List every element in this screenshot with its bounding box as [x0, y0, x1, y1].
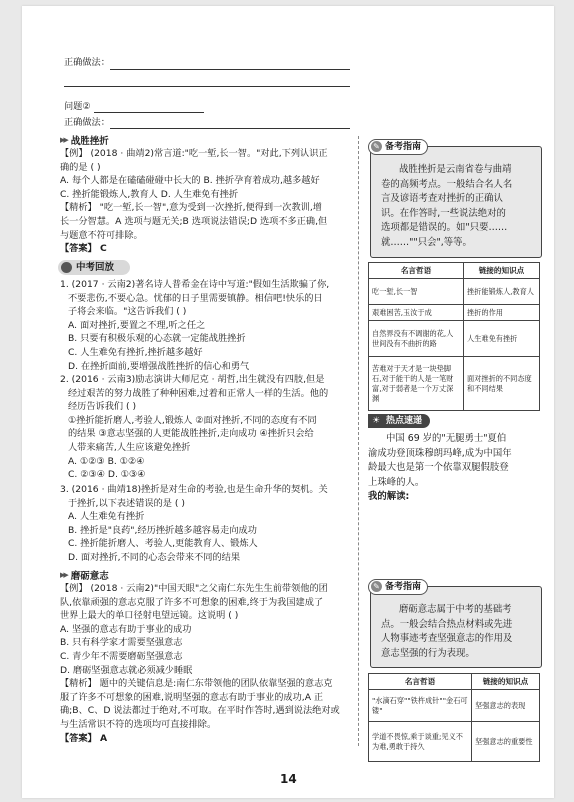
- table-cell: 苦难对于天才是一块垫脚石,对于能干的人是一笔财富,对于弱者是一个万丈深渊: [369, 357, 464, 411]
- guide-text: 选项都是错误的。如"只要……: [381, 222, 508, 234]
- table-cell: 面对挫折的不同态度和不同结果: [464, 357, 540, 411]
- table-row: [369, 305, 540, 321]
- answer: 【答案】 C: [60, 243, 107, 255]
- text-line: 经过艰苦的努力战胜了种种困难,过着和正常人一样的生活。他的: [68, 387, 329, 399]
- text-line: 人带来痛苦,人生应该避免挫折: [68, 441, 191, 453]
- table-header: 名言哲语: [369, 674, 472, 690]
- option-d: D. 在挫折面前,要增强战胜挫折的信心和勇气: [68, 360, 250, 372]
- hot-title: 热点速递: [386, 416, 423, 426]
- table-row: [369, 357, 540, 411]
- play-icon: [61, 262, 72, 273]
- option-d: D. 面对挫折,不同的心态会带来不同的结果: [68, 551, 241, 563]
- tag-label: 备考指南: [385, 582, 422, 592]
- exam-guide-tag-2: [368, 579, 428, 595]
- pencil-icon: ✎: [371, 141, 382, 152]
- page-number: 14: [280, 772, 297, 786]
- guide-text: 点。一般会结合热点材料或先进: [381, 618, 513, 630]
- table-cell: 坚强意志的重要性: [472, 722, 540, 762]
- option-a: A. 坚强的意志有助于事业的成功: [60, 623, 192, 635]
- guide-text: 人物事迹考查坚强意志的作用及: [381, 633, 513, 645]
- answer: 【答案】 A: [60, 732, 108, 744]
- table-cell: 艰难困苦,玉汝于成: [369, 305, 464, 321]
- my-reading-label: 我的解读:: [368, 491, 410, 503]
- text-line: 确;B、C、D 说法都过于绝对,不可取。在平时作答时,遇到说法绝对或: [60, 705, 340, 717]
- guide-text: 意志坚强的行为表现。: [381, 647, 475, 659]
- text-line: 上珠峰的人。: [368, 476, 425, 488]
- exam-guide-tag-1: [368, 139, 428, 155]
- option-a: A. 面对挫折,要置之不理,听之任之: [68, 319, 206, 331]
- text-line: 确的是 ( ): [60, 161, 101, 173]
- table-cell: 学道不畏惊,乘于谈重;见义不为难,勇敢于持久: [369, 722, 472, 762]
- question-3: [60, 483, 328, 565]
- text-line: 3. (2016 · 曲靖18)挫折是对生命的考验,也是生命升华的契机。关: [60, 484, 328, 495]
- section-header-willpower: [60, 568, 109, 582]
- hot-topic-body: [368, 432, 542, 505]
- text-line: 1. (2017 · 云南2)著名诗人普希金在诗中写道:"假如生活欺骗了你,: [60, 279, 330, 290]
- section-title: 磨砺意志: [70, 571, 109, 582]
- text-line: ①挫折能折磨人,考验人,锻炼人 ②面对挫折,不同的态度有不同: [68, 414, 317, 426]
- option-c: C. 人生难免有挫折,挫折越多越好: [68, 346, 203, 358]
- answer-line[interactable]: [110, 128, 350, 129]
- table-cell: 挫折能锻炼人,教育人: [464, 279, 540, 305]
- zhongkao-header: [58, 260, 130, 275]
- answer-line[interactable]: [110, 69, 350, 70]
- text-line: 与生活常识不符的选项均可直接排除。: [60, 718, 217, 730]
- text-line: 【精析】 "吃一堑,长一智",意为受到一次挫折,便得到一次教训,增: [60, 202, 322, 214]
- guide-text: 磨砺意志属于中考的基础考: [399, 604, 512, 615]
- label-question-2: 问题②: [64, 101, 91, 112]
- text-line: 于挫折,以下表述错误的是 ( ): [68, 497, 185, 509]
- table-cell: "水滴石穿""铁杵成针""金石可镂": [369, 690, 472, 722]
- text-line: 【例】 (2018 · 云南2)"中国天眼"之父南仁东先生生前带领他的团: [60, 583, 328, 594]
- answer-line[interactable]: [94, 112, 204, 113]
- label-method-2: 正确做法：: [64, 117, 110, 128]
- guide-text: 卷的高频考点。一般结合名人名: [381, 178, 513, 190]
- text-line: 世界上最大的单口径射电望远镜。这说明 ( ): [60, 610, 239, 622]
- option-c: C. 青少年不需要磨砺坚强意志: [60, 650, 183, 662]
- guide-text: 识。在作答时,一些说法绝对的: [381, 207, 506, 219]
- text-line: C. 挫折能锻炼人,教育人 D. 人生难免有挫折: [60, 188, 239, 200]
- text-line: A. 每个人都是在磕磕碰碰中长大的 B. 挫折孕育着成功,越多越好: [60, 175, 320, 187]
- table-cell: 坚强意志的表现: [472, 690, 540, 722]
- table-cell: 自然界没有不调谢的花,人世间没有不曲折的路: [369, 321, 464, 357]
- tag-label: 备考指南: [385, 142, 422, 152]
- text-line: 不要悲伤,不要心急。忧郁的日子里需要镇静。相信吧!快乐的日: [68, 292, 323, 304]
- option-c: C. 挫折能折磨人、考验人,更能教育人、锻炼人: [68, 538, 258, 550]
- arrow-icon: ▶▶: [60, 136, 67, 144]
- text-line: 【例】 (2018 · 曲靖2)常言道:"吃一堑,长一智。"对此,下列认识正: [60, 148, 328, 159]
- answer-line[interactable]: [64, 86, 350, 87]
- text-line: 服了许多不可想象的困难,说明坚强的意志有助于事业的成功,A 正: [60, 691, 324, 703]
- guide-text: 战胜挫折是云南省卷与曲靖: [399, 164, 512, 175]
- text-line: 子将会来临。"这告诉我们 ( ): [68, 306, 187, 318]
- options-ab: A. ①②③ B. ①②④: [68, 455, 145, 467]
- table-row: [369, 279, 540, 305]
- table-cell: 人生难免有挫折: [464, 321, 540, 357]
- option-d: D. 磨砺坚强意志就必须减少睡眠: [60, 664, 193, 676]
- zhongkao-title: 中考回放: [76, 262, 115, 273]
- table-header: 链接的知识点: [472, 674, 540, 690]
- table-cell: 挫折的作用: [464, 305, 540, 321]
- pencil-icon: ✎: [371, 581, 382, 592]
- option-b: B. 只要有积极乐观的心态就一定能战胜挫折: [68, 333, 246, 345]
- option-b: B. 挫折是"良药",经历挫折越多越容易走向成功: [68, 524, 257, 536]
- exam-guide-box-1: [370, 146, 542, 258]
- option-a: A. 人生难免有挫折: [68, 511, 145, 523]
- table-row: [369, 690, 540, 722]
- option-b: B. 只有科学家才需要坚强意志: [60, 637, 183, 649]
- table-cell: 吃一堑,长一智: [369, 279, 464, 305]
- text-line: 【精析】 题中的关键信息是:南仁东带领他的团队依靠坚强的意志克: [60, 678, 333, 690]
- arrow-icon: ▶▶: [60, 571, 67, 579]
- table-row: [369, 321, 540, 357]
- example-block-2: [60, 582, 340, 745]
- question-1: [60, 278, 329, 373]
- text-line: 队,依靠顽强的意志克服了许多不可想象的困难,终于为我国建成了: [60, 596, 324, 608]
- options-cd: C. ②③④ D. ①③④: [68, 469, 146, 481]
- text-line: 长一分智慧。A 选项与题无关;B 选项说法错误;D 选项不多正确,但: [60, 215, 328, 227]
- page: [22, 6, 554, 798]
- quote-table-2: [368, 673, 540, 762]
- hot-topic-header: [368, 414, 430, 428]
- text-line: 龄最大也是第一个依靠双腿假肢登: [368, 462, 509, 474]
- text-line: 中国 69 岁的"无腿勇士"夏伯: [386, 433, 507, 444]
- question-2: [60, 373, 328, 482]
- text-line: 与题意不符可排除。: [60, 229, 143, 241]
- text-line: 经历告诉我们 ( ): [68, 401, 137, 413]
- column-divider: [358, 136, 359, 746]
- section-title: 战胜挫折: [70, 136, 109, 147]
- guide-text: 言及谚语考查对挫折的正确认: [381, 193, 503, 205]
- label-method-1: 正确做法：: [64, 57, 110, 68]
- section-header-overcome: [60, 133, 109, 147]
- text-line: 2. (2016 · 云南3)励志演讲大师尼克 · 胡哲,出生就没有四肢,但是: [60, 374, 325, 385]
- fire-icon: ☀: [372, 416, 381, 426]
- text-line: 渝成功登顶珠穆朗玛峰,成为中国年: [368, 447, 512, 459]
- text-line: 的结果 ③意志坚强的人更能战胜挫折,走向成功 ④挫折只会给: [68, 428, 314, 440]
- table-header: 链接的知识点: [464, 263, 540, 279]
- exam-guide-box-2: [370, 586, 542, 668]
- table-row: [369, 722, 540, 762]
- quote-table-1: [368, 262, 540, 411]
- example-block-1: [60, 147, 328, 256]
- table-header: 名言哲语: [369, 263, 464, 279]
- guide-text: 就……""只会",等等。: [381, 236, 472, 248]
